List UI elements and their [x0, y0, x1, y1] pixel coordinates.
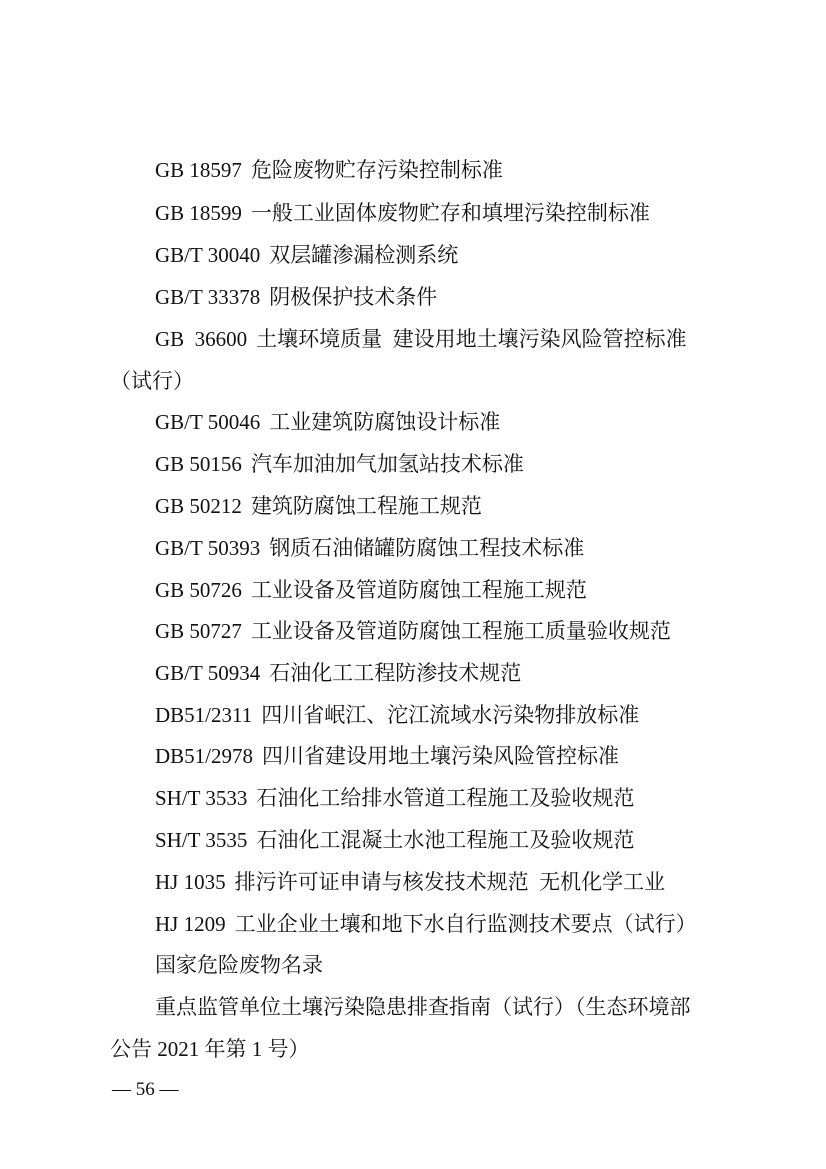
reference-item	[155, 578, 587, 602]
standard-title: 工业建筑防腐蚀设计标准	[269, 410, 501, 434]
reference-item	[155, 410, 500, 434]
standard-title: 四川省建设用地土壤污染风险管控标准	[262, 744, 620, 768]
reference-item	[155, 327, 687, 351]
standard-code: GB/T 33378	[155, 285, 261, 309]
standard-title: 汽车加油加气加氢站技术标准	[250, 452, 524, 476]
standard-title: 建筑防腐蚀工程施工规范	[250, 494, 482, 518]
standard-code: GB 36600	[155, 327, 248, 351]
standard-code: GB 50727	[155, 619, 242, 643]
reference-continuation: （试行）	[110, 369, 194, 393]
standard-code: GB 50212	[155, 494, 242, 518]
reference-item	[155, 285, 437, 309]
standard-title: 双层罐渗漏检测系统	[269, 243, 459, 267]
standard-title: 石油化工混凝土水池工程施工及验收规范	[256, 828, 635, 852]
standard-title: 阴极保护技术条件	[269, 285, 438, 309]
reference-item	[155, 158, 503, 182]
standard-title: 钢质石油储罐防腐蚀工程技术标准	[269, 536, 585, 560]
standard-title: 工业设备及管道防腐蚀工程施工质量验收规范	[250, 619, 671, 643]
reference-item	[155, 828, 634, 852]
standard-title: 石油化工工程防渗技术规范	[269, 661, 522, 685]
standard-code: GB 18597	[155, 158, 242, 182]
reference-item	[155, 661, 521, 685]
standard-title: 工业企业土壤和地下水自行监测技术要点（试行）	[234, 912, 697, 936]
reference-item	[155, 870, 665, 894]
standard-title: 四川省岷江、沱江流域水污染物排放标准	[261, 703, 640, 727]
reference-item	[155, 201, 650, 225]
standard-code: GB/T 50934	[155, 661, 261, 685]
standard-code: DB51/2311	[155, 703, 253, 727]
standard-code: SH/T 3535	[155, 828, 248, 852]
standard-code: DB51/2978	[155, 744, 254, 768]
reference-item	[155, 619, 671, 643]
standard-code: GB 50156	[155, 452, 242, 476]
reference-item	[155, 995, 691, 1019]
standard-code: HJ 1035	[155, 870, 226, 894]
standard-code: GB 18599	[155, 201, 242, 225]
document-title: 重点监管单位土壤污染隐患排查指南（试行）（生态环境部	[155, 995, 691, 1019]
reference-continuation: 公告 2021 年第 1 号）	[110, 1037, 310, 1061]
document-title: 国家危险废物名录	[155, 953, 323, 977]
reference-item	[155, 494, 482, 518]
standard-title: 石油化工给排水管道工程施工及验收规范	[256, 786, 635, 810]
reference-item	[155, 536, 584, 560]
reference-item	[155, 243, 458, 267]
reference-item	[155, 953, 323, 977]
standard-code: GB/T 50046	[155, 410, 261, 434]
reference-item	[155, 452, 524, 476]
reference-item	[155, 703, 639, 727]
standard-code: SH/T 3533	[155, 786, 248, 810]
standard-code: GB 50726	[155, 578, 242, 602]
standard-code: GB/T 30040	[155, 243, 261, 267]
page-number: — 56 —	[112, 1079, 179, 1100]
standard-title: 排污许可证申请与核发技术规范 无机化学工业	[234, 870, 666, 894]
standard-title: 一般工业固体废物贮存和填埋污染控制标准	[250, 201, 650, 225]
standard-title: 工业设备及管道防腐蚀工程施工规范	[250, 578, 587, 602]
reference-item	[155, 744, 619, 768]
reference-item	[155, 912, 697, 936]
reference-item	[155, 786, 634, 810]
standard-code: HJ 1209	[155, 912, 226, 936]
standard-code: GB/T 50393	[155, 536, 261, 560]
standard-title: 危险废物贮存污染控制标准	[250, 158, 503, 182]
standard-title: 土壤环境质量 建设用地土壤污染风险管控标准	[256, 327, 687, 351]
